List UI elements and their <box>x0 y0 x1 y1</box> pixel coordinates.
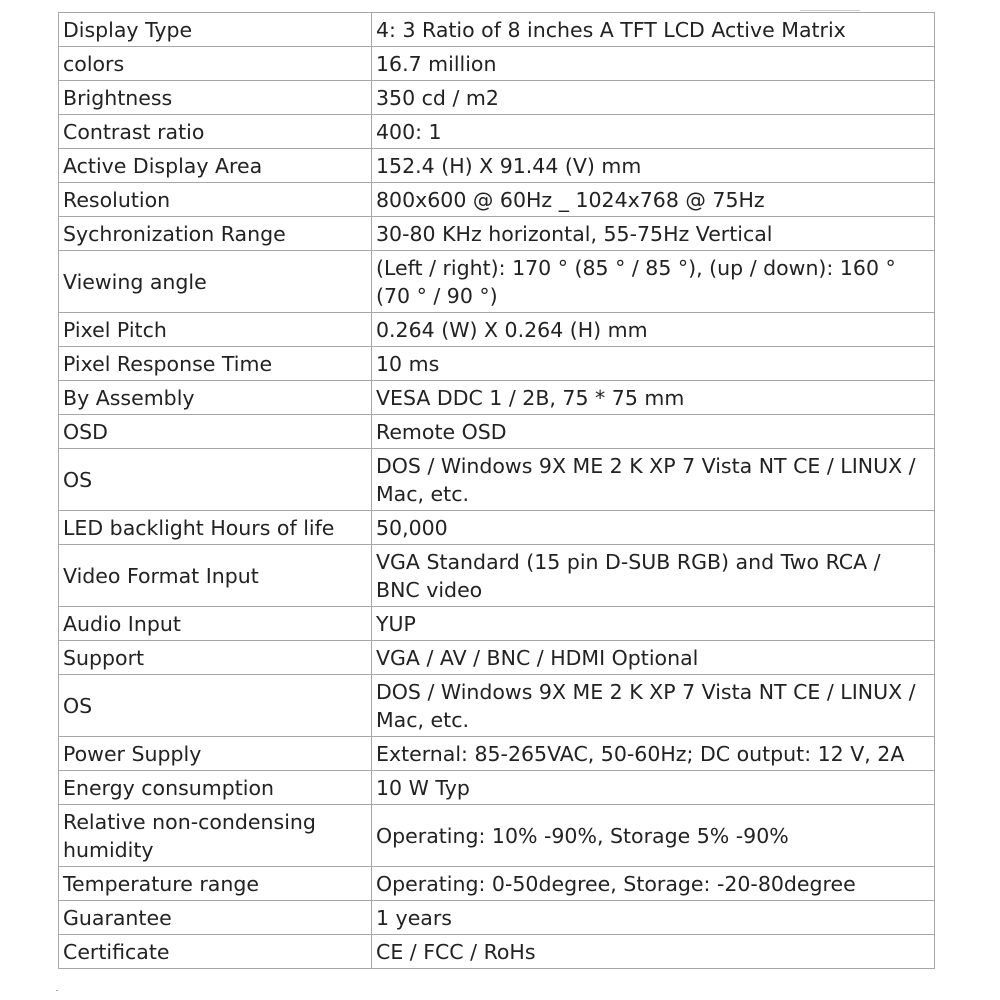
table-row-pixel-pitch <box>59 313 935 347</box>
row-label: Energy consumption <box>59 771 372 805</box>
table-row-os-2 <box>59 675 935 737</box>
table-row-certificate <box>59 935 935 969</box>
table-row-colors <box>59 47 935 81</box>
row-label: OSD <box>59 415 372 449</box>
row-value: 800x600 @ 60Hz _ 1024x768 @ 75Hz <box>372 183 935 217</box>
row-value: CE / FCC / RoHs <box>372 935 935 969</box>
row-value: Operating: 10% -90%, Storage 5% -90% <box>372 805 935 867</box>
row-value: 4: 3 Ratio of 8 inches A TFT LCD Active Matrix <box>372 13 935 47</box>
row-label: Power Supply <box>59 737 372 771</box>
table-row-support <box>59 641 935 675</box>
table-row-by-assembly <box>59 381 935 415</box>
table-row-led-backlight-life <box>59 511 935 545</box>
row-value: VESA DDC 1 / 2B, 75 * 75 mm <box>372 381 935 415</box>
row-value: Remote OSD <box>372 415 935 449</box>
row-value: VGA Standard (15 pin D-SUB RGB) and Two RCA / BNC video <box>372 545 935 607</box>
specifications-table <box>58 12 935 969</box>
row-label: OS <box>59 449 372 511</box>
row-value: 0.264 (W) X 0.264 (H) mm <box>372 313 935 347</box>
top-rule-decoration <box>800 10 860 11</box>
bottom-rule-decoration <box>56 990 58 991</box>
row-value: 16.7 million <box>372 47 935 81</box>
table-row-osd <box>59 415 935 449</box>
row-value: 400: 1 <box>372 115 935 149</box>
row-label: Certificate <box>59 935 372 969</box>
row-value: 30-80 KHz horizontal, 55-75Hz Vertical <box>372 217 935 251</box>
row-label: Active Display Area <box>59 149 372 183</box>
table-row-guarantee <box>59 901 935 935</box>
row-label: By Assembly <box>59 381 372 415</box>
row-label: Guarantee <box>59 901 372 935</box>
table-row-contrast-ratio <box>59 115 935 149</box>
row-value: 10 W Typ <box>372 771 935 805</box>
table-row-video-format-input <box>59 545 935 607</box>
row-label: Resolution <box>59 183 372 217</box>
row-label: Audio Input <box>59 607 372 641</box>
table-row-audio-input <box>59 607 935 641</box>
table-row-power-supply <box>59 737 935 771</box>
table-row-active-display-area <box>59 149 935 183</box>
table-row-viewing-angle <box>59 251 935 313</box>
table-row-humidity <box>59 805 935 867</box>
row-label: LED backlight Hours of life <box>59 511 372 545</box>
row-value: Operating: 0-50degree, Storage: -20-80degree <box>372 867 935 901</box>
table-row-display-type <box>59 13 935 47</box>
row-value: 1 years <box>372 901 935 935</box>
row-value: 350 cd / m2 <box>372 81 935 115</box>
table-row-brightness <box>59 81 935 115</box>
row-label: Brightness <box>59 81 372 115</box>
row-value: 50,000 <box>372 511 935 545</box>
row-value: 10 ms <box>372 347 935 381</box>
row-label: Support <box>59 641 372 675</box>
row-label: Viewing angle <box>59 251 372 313</box>
row-value: DOS / Windows 9X ME 2 K XP 7 Vista NT CE / LINUX / Mac, etc. <box>372 449 935 511</box>
row-label: Contrast ratio <box>59 115 372 149</box>
row-value: 152.4 (H) X 91.44 (V) mm <box>372 149 935 183</box>
row-label: Pixel Response Time <box>59 347 372 381</box>
row-value: YUP <box>372 607 935 641</box>
table-row-resolution <box>59 183 935 217</box>
table-row-synchronization-range <box>59 217 935 251</box>
row-label: OS <box>59 675 372 737</box>
specifications-table-body <box>59 13 935 969</box>
table-row-os <box>59 449 935 511</box>
row-value: (Left / right): 170 ° (85 ° / 85 °), (up / down): 160 ° (70 ° / 90 °) <box>372 251 935 313</box>
row-label: Sychronization Range <box>59 217 372 251</box>
table-row-pixel-response-time <box>59 347 935 381</box>
row-value: VGA / AV / BNC / HDMI Optional <box>372 641 935 675</box>
row-label: colors <box>59 47 372 81</box>
row-label: Video Format Input <box>59 545 372 607</box>
row-label: Relative non-condensing humidity <box>59 805 372 867</box>
row-value: DOS / Windows 9X ME 2 K XP 7 Vista NT CE / LINUX / Mac, etc. <box>372 675 935 737</box>
table-row-temperature-range <box>59 867 935 901</box>
row-label: Display Type <box>59 13 372 47</box>
row-label: Temperature range <box>59 867 372 901</box>
table-row-energy-consumption <box>59 771 935 805</box>
row-label: Pixel Pitch <box>59 313 372 347</box>
row-value: External: 85-265VAC, 50-60Hz; DC output: 12 V, 2A <box>372 737 935 771</box>
